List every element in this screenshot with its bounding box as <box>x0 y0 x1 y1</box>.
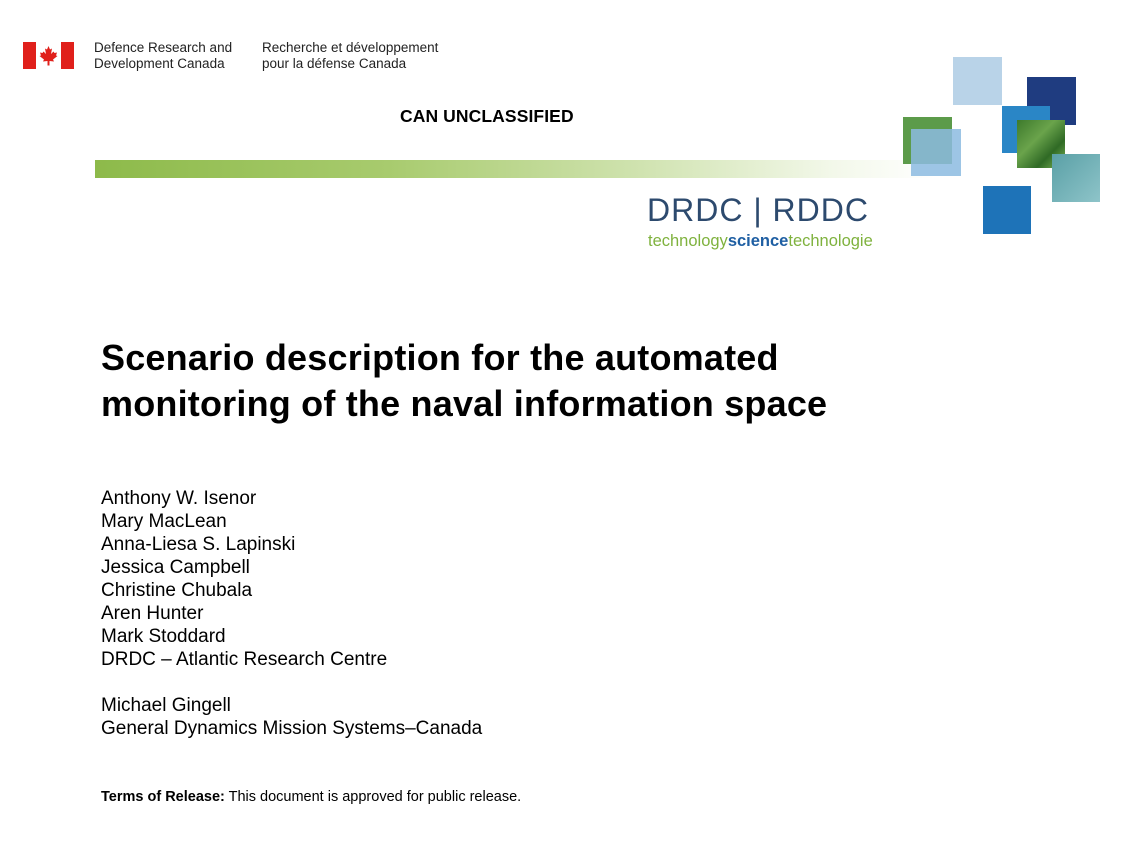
author-name: Mark Stoddard <box>101 626 226 647</box>
author-name: Aren Hunter <box>101 603 204 624</box>
decorative-square <box>1052 154 1100 202</box>
author-name: Jessica Campbell <box>101 557 250 578</box>
tagline-technologie: technologie <box>788 232 873 250</box>
org-name-english <box>94 40 232 72</box>
drdc-wordmark: DRDC | RDDC <box>647 192 869 228</box>
document-title-line1: Scenario description for the automated <box>101 337 779 378</box>
decorative-square <box>911 129 961 176</box>
decorative-square <box>983 186 1031 234</box>
author-name: Mary MacLean <box>101 511 227 532</box>
author-affiliation: General Dynamics Mission Systems–Canada <box>101 718 483 739</box>
author-name: Anna-Liesa S. Lapinski <box>101 534 296 555</box>
author-name: Anthony W. Isenor <box>101 488 257 509</box>
author-name: Michael Gingell <box>101 695 231 716</box>
release-label: Terms of Release: <box>101 789 225 805</box>
tagline-science: science <box>727 232 789 250</box>
org-name-english-line1: Defence Research and <box>94 40 233 55</box>
canada-flag-icon <box>23 42 74 69</box>
author-list <box>101 487 482 740</box>
tagline-technology: technology <box>648 232 728 250</box>
spacer <box>101 671 482 694</box>
org-name-french-line2: pour la défense Canada <box>262 56 407 71</box>
decorative-square <box>953 57 1002 105</box>
terms-of-release <box>101 788 521 806</box>
author-affiliation: DRDC – Atlantic Research Centre <box>101 649 388 670</box>
drdc-tagline <box>648 232 873 250</box>
org-name-french-line1: Recherche et développement <box>262 40 439 55</box>
classification-label: CAN UNCLASSIFIED <box>400 106 574 126</box>
release-text: This document is approved for public release. <box>224 789 522 805</box>
document-title-line2: monitoring of the naval information space <box>101 383 828 424</box>
org-name-english-line2: Development Canada <box>94 56 225 71</box>
author-name: Christine Chubala <box>101 580 253 601</box>
org-name-french <box>262 40 438 72</box>
document-title <box>101 335 1001 427</box>
header-gradient-bar <box>95 160 935 178</box>
